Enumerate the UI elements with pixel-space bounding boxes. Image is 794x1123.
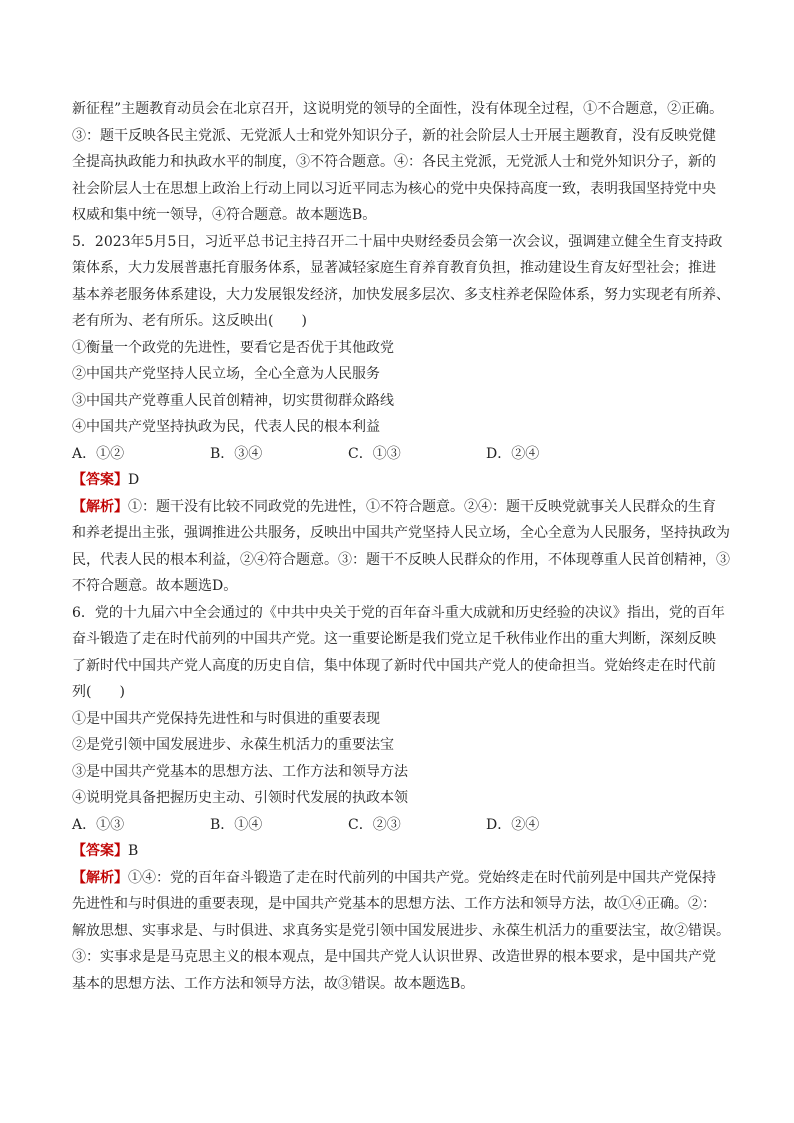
question-5 (72, 229, 732, 600)
question-stem-line: 6．党的十九届六中全会通过的《中共中央关于党的百年奋斗重大成就和历史经验的决议》指出，党的百年 (72, 604, 725, 621)
document-page (72, 96, 732, 997)
option-c: C．①③ (348, 445, 401, 462)
statement-item: ④中国共产党坚持执政为民，代表人民的根本利益 (72, 419, 380, 435)
analysis-label: 【解析】 (72, 498, 128, 515)
statement-item: ②中国共产党坚持人民立场，全心全意为人民服务 (72, 366, 380, 382)
statement-item: ④说明党具备把握历史主动、引领时代发展的执政本领 (72, 790, 408, 806)
text-line: 全提高执政能力和执政水平的制度，③不符合题意。④：各民主党派，无党派人士和党外知识分子，新的 (72, 154, 716, 170)
text-line: 权威和集中统一领导，④符合题意。故本题选B。 (72, 207, 377, 223)
analysis-line: 和养老提出主张，强调推进公共服务，反映出中国共产党坚持人民立场，全心全意为人民服务，坚持执政为 (72, 525, 730, 541)
question-stem-line: 老有所为、老有所乐。这反映出( ) (72, 313, 307, 329)
question-stem-line: 列( ) (72, 684, 125, 700)
option-a: A．①③ (72, 816, 125, 833)
question-stem-line: 5．2023年5月5日，习近平总书记主持召开二十届中央财经委员会第一次会议，强调建立健全生育支持政 (72, 233, 723, 250)
analysis-line: 先进性和与时俱进的重要表现，是中国共产党基本的思想方法、工作方法和领导方法，故①④正确。②： (72, 896, 716, 912)
option-a: A．①② (72, 445, 125, 462)
statement-item: ③中国共产党尊重人民首创精神，切实贯彻群众路线 (72, 392, 394, 409)
option-d: D．②④ (486, 816, 540, 833)
question-6 (72, 600, 732, 998)
previous-analysis (72, 96, 732, 229)
question-stem-line: 了新时代中国共产党人高度的历史自信，集中体现了新时代中国共产党人的使命担当。党始终走在时代前 (72, 657, 716, 674)
analysis-line: 基本的思想方法、工作方法和领导方法，故③错误。故本题选B。 (72, 975, 475, 992)
text-line: ③：题干反映各民主党派、无党派人士和党外知识分子，新的社会阶层人士开展主题教育，没有反映党健 (72, 127, 716, 144)
answer-options (72, 441, 732, 468)
analysis-line: ③：实事求是是马克思主义的根本观点，是中国共产党人认识世界、改造世界的根本要求，是中国共产党 (72, 949, 716, 965)
analysis-line (72, 865, 732, 892)
option-b: B．①④ (210, 816, 263, 833)
answer-value: B (128, 843, 139, 859)
statement-item: ①衡量一个政党的先进性，要看它是否优于其他政党 (72, 339, 394, 356)
option-d: D．②④ (486, 445, 540, 462)
question-stem-line: 基本养老服务体系建设，大力发展银发经济，加快发展多层次、多支柱养老保险体系，努力实现老有所养、 (72, 286, 730, 303)
analysis-line: 民，代表人民的根本利益，②④符合题意。③：题干不反映人民群众的作用，不体现尊重人民首创精神，③ (72, 551, 730, 568)
answer-label: 【答案】 (72, 843, 128, 859)
answer-options (72, 812, 732, 839)
text-line: 新征程”主题教育动员会在北京召开，这说明党的领导的全面性，没有体现全过程，①不合题意，②正确。 (72, 101, 724, 117)
answer-label: 【答案】 (72, 472, 128, 488)
option-b: B．③④ (210, 445, 263, 462)
text-line: 社会阶层人士在思想上政治上行动上同以习近平同志为核心的党中央保持高度一致，表明我国坚持党中央 (72, 180, 716, 197)
statement-item: ②是党引领中国发展进步、永葆生机活力的重要法宝 (72, 737, 394, 753)
analysis-text: ①：题干没有比较不同政党的先进性，①不符合题意。②④：题干反映党就事关人民群众的生育 (128, 498, 716, 515)
analysis-text: ①④：党的百年奋斗锻造了走在时代前列的中国共产党。党始终走在时代前列是中国共产党保持 (128, 869, 716, 886)
answer-line (72, 838, 732, 865)
answer-value: D (128, 472, 140, 488)
analysis-line: 不符合题意。故本题选D。 (72, 578, 238, 594)
statement-item: ③是中国共产党基本的思想方法、工作方法和领导方法 (72, 763, 408, 780)
analysis-label: 【解析】 (72, 869, 128, 886)
answer-line (72, 467, 732, 494)
analysis-line: 解放思想、实事求是、与时俱进、求真务实是党引领中国发展进步、永葆生机活力的重要法宝，故②错误。 (72, 922, 730, 939)
statement-item: ①是中国共产党保持先进性和与时俱进的重要表现 (72, 710, 380, 727)
analysis-line (72, 494, 732, 521)
option-c: C．②③ (348, 816, 401, 833)
question-stem-line: 策体系，大力发展普惠托育服务体系，显著减轻家庭生育养育教育负担，推动建设生育友好型社会；推进 (72, 260, 716, 276)
question-stem-line: 奋斗锻造了走在时代前列的中国共产党。这一重要论断是我们党立足千秋伟业作出的重大判断，深刻反映 (72, 631, 716, 647)
